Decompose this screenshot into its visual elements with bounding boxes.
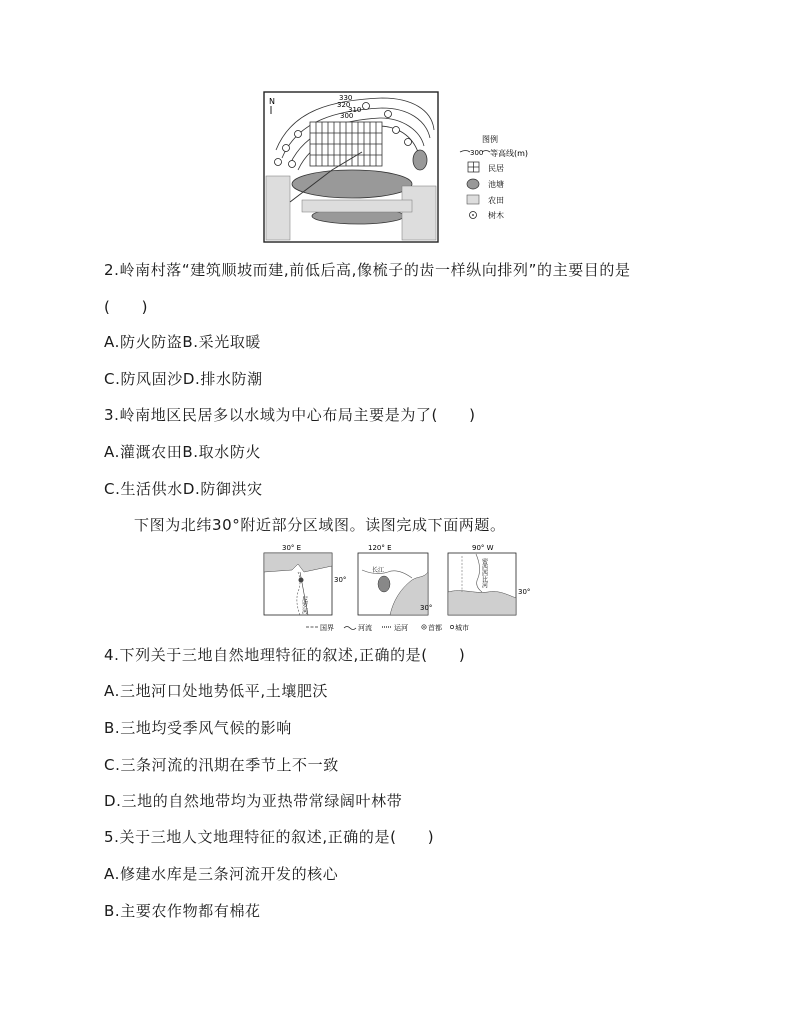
question-5-stem: 5.关于三地人文地理特征的叙述,正确的是( ) — [104, 828, 435, 846]
legend-canal-label: 运河 — [394, 624, 408, 632]
question-4-stem: 4.下列关于三地自然地理特征的叙述,正确的是( ) — [104, 646, 466, 664]
panel1-lat: 30° — [334, 576, 347, 584]
house-icon — [468, 162, 479, 172]
contour-label: 320 — [337, 101, 351, 109]
contour-label: 300 — [340, 112, 354, 120]
north-label: N — [269, 97, 275, 106]
legend-pond-label: 池塘 — [488, 180, 504, 189]
legend-city-label: 城市 — [455, 624, 469, 632]
question-4-option-c: C.三条河流的汛期在季节上不一致 — [104, 756, 339, 774]
option-b: B.取水防火 — [182, 443, 262, 461]
question-2-stem: 2.岭南村落“建筑顺坡而建,前低后高,像梳子的齿一样纵向排列”的主要目的是 — [104, 261, 631, 279]
pond-icon — [467, 179, 479, 189]
map-legend — [460, 134, 528, 220]
panel1-river: 尼罗河 — [300, 596, 308, 614]
legend-river-label: 河流 — [358, 624, 372, 632]
panel3-river: 密西西比河 — [480, 558, 488, 588]
contour-label: 330 — [339, 94, 353, 102]
legend-tree-label: 树木 — [488, 211, 504, 220]
option-b: B.采光取暖 — [182, 333, 262, 351]
panel2-river-char1: 长江 — [372, 567, 385, 574]
question-5-option-b: B.主要农作物都有棉花 — [104, 902, 261, 920]
option-c: C.防风固沙 — [104, 370, 183, 388]
question-5-option-a: A.修建水库是三条河流开发的核心 — [104, 865, 339, 883]
question-3-options-ab — [104, 442, 261, 462]
question-2-blank: ( ) — [104, 298, 149, 316]
option-a: A.灌溉农田 — [104, 443, 183, 461]
option-c: C.生活供水 — [104, 480, 183, 498]
panel2-lon: 120° E — [368, 544, 392, 552]
city-icon — [450, 625, 453, 628]
question-3-stem: 3.岭南地区民居多以水域为中心布局主要是为了( ) — [104, 406, 476, 424]
contour-label: 310 — [348, 106, 362, 114]
figure2-legend — [306, 623, 469, 632]
legend-contour-label: 等高线(m) — [490, 149, 529, 158]
panel2-lat: 30° — [420, 604, 433, 612]
field-icon — [467, 195, 479, 204]
question-4-option-d: D.三地的自然地带均为亚热带常绿阔叶林带 — [104, 792, 403, 810]
question-3-options-cd — [104, 479, 263, 499]
panel3-lat: 30° — [518, 588, 531, 596]
question-4-option-b: B.三地均受季风气候的影响 — [104, 719, 292, 737]
option-a: A.防火防盗 — [104, 333, 183, 351]
panel3-lon: 90° W — [472, 544, 494, 552]
legend-border-label: 国界 — [320, 624, 334, 632]
legend-house-label: 民居 — [488, 164, 504, 173]
option-d: D.防御洪灾 — [182, 480, 263, 498]
legend-field-label: 农田 — [488, 196, 504, 205]
figure-intro: 下图为北纬30°附近部分区域图。读图完成下面两题。 — [134, 516, 506, 534]
latitude-30-maps-figure — [262, 542, 534, 634]
panel1-lon: 30° E — [282, 544, 302, 552]
question-2-options-cd — [104, 369, 263, 389]
village-map-figure — [262, 90, 544, 246]
legend-capital-label: 首都 — [428, 624, 442, 632]
question-4-option-a: A.三地河口处地势低平,土壤肥沃 — [104, 682, 329, 700]
legend-title: 图例 — [482, 135, 498, 144]
legend-contour-value: 300 — [470, 149, 484, 157]
option-d: D.排水防潮 — [182, 370, 263, 388]
question-2-options-ab — [104, 332, 261, 352]
